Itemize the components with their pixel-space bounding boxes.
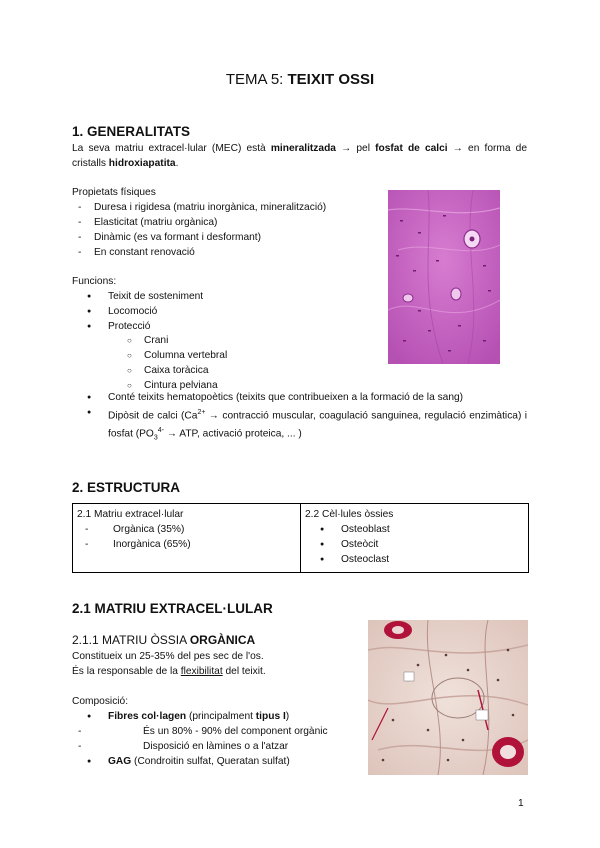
- list-item: - Orgànica (35%): [79, 522, 296, 537]
- subheading-organica: 2.1.1 MATRIU ÒSSIA ORGÀNICA: [72, 633, 256, 647]
- page-number: 1: [518, 798, 524, 809]
- list-item: - Elasticitat (matriu orgànica): [72, 215, 382, 230]
- cells-list: [305, 522, 524, 567]
- list-item: - En constant renovació: [72, 245, 382, 260]
- protection-list: [72, 333, 372, 393]
- page-title: [0, 71, 600, 88]
- table-cell-cells: [300, 504, 528, 572]
- title-prefix: TEMA 5:: [225, 71, 288, 88]
- gag-list: [72, 754, 362, 769]
- section-heading-matriu: 2.1 MATRIU EXTRACEL·LULAR: [72, 601, 273, 616]
- list-item: ● Fibres col·lagen (principalment tipus I): [72, 709, 362, 724]
- cells-title: 2.2 Cèl·lules òssies: [305, 509, 394, 520]
- list-item: ● Teixit de sosteniment: [72, 289, 382, 304]
- list-item: ● Osteoblast: [305, 522, 524, 537]
- matrix-title: 2.1 Matriu extracel·lular: [77, 509, 184, 520]
- list-item: ● Protecció: [72, 319, 382, 334]
- bone-histology-image: [388, 190, 500, 364]
- composition-label: Composició:: [72, 696, 129, 707]
- section-heading-generalitats: 1. GENERALITATS: [72, 124, 191, 139]
- intro-paragraph: La seva matriu extracel·lular (MEC) està mineralitzada → pel fosfat de calci → en forma de cristalls hidroxiapatita.: [72, 143, 527, 169]
- title-main: TEIXIT OSSI: [287, 71, 375, 88]
- list-item: ● Conté teixits hematopoètics (teixits que contribueixen a la formació de la sang): [72, 390, 527, 405]
- list-item: ○ Cintura pelviana: [72, 378, 372, 393]
- organic-line-2: És la responsable de la flexibilitat del teixit.: [72, 666, 266, 677]
- properties-label: Propietats físiques: [72, 187, 156, 198]
- list-item: ○ Columna vertebral: [72, 348, 372, 363]
- list-item: - Disposició en làmines o a l'atzar: [72, 739, 362, 754]
- composition-list: [72, 709, 362, 724]
- list-item: ● Dipòsit de calci ($Ca^{2+}$ → contracció muscular, coagulació sanguinea, regulació enzimàtica) i fosfat ($PO_3^{4-}$ → ATP, activació proteica, ... ): [72, 405, 527, 446]
- fibres-sublist: [72, 724, 362, 754]
- organic-paragraph: [72, 649, 362, 679]
- bone-matrix-image: [368, 620, 528, 775]
- properties-list: [72, 200, 382, 260]
- functions-extra-list: [72, 390, 527, 446]
- list-item: ○ Caixa toràcica: [72, 363, 372, 378]
- section-heading-estructura: 2. ESTRUCTURA: [72, 480, 181, 495]
- list-item: ○ Crani: [72, 333, 372, 348]
- list-item: ● Osteoclast: [305, 552, 524, 567]
- list-item: ● GAG (Condroitin sulfat, Queratan sulfat): [72, 754, 362, 769]
- functions-list: [72, 289, 382, 334]
- list-item: - És un 80% - 90% del component orgànic: [72, 724, 362, 739]
- list-item: ● Locomoció: [72, 304, 382, 319]
- organic-line-1: Constitueix un 25-35% del pes sec de l'os.: [72, 651, 264, 662]
- functions-label: Funcions:: [72, 276, 117, 287]
- list-item: - Duresa i rigidesa (matriu inorgànica, mineralització): [72, 200, 382, 215]
- list-item: - Dinàmic (es va formant i desformant): [72, 230, 382, 245]
- table-cell-matrix: [73, 504, 300, 572]
- matrix-list: [79, 522, 296, 552]
- list-item: - Inorgànica (65%): [79, 537, 296, 552]
- list-item: ● Osteòcit: [305, 537, 524, 552]
- structure-table: [72, 503, 529, 573]
